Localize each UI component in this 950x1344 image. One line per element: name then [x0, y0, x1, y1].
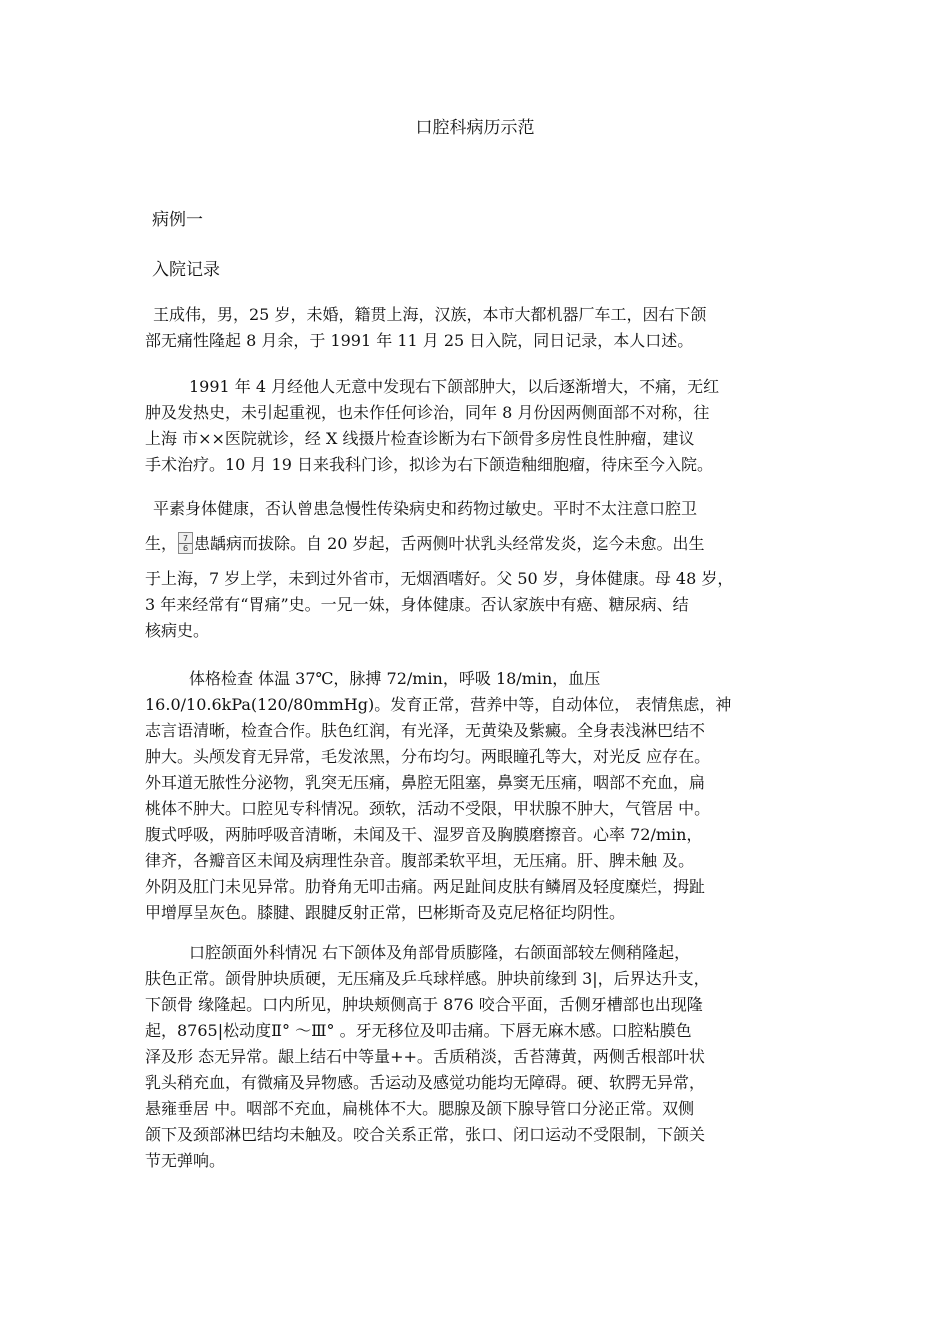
text-line: 律齐，各瓣音区未闻及病理性杂音。腹部柔软平坦，无压痛。肝、脾未触 及。	[145, 851, 695, 870]
text-line: 肿及发热史，未引起重视，也未作任何诊治，同年 8 月份因两侧面部不对称，往	[145, 403, 710, 422]
text-line: 志言语清晰，检查合作。肤色红润，有光泽，无黄染及紫癜。全身表浅淋巴结不	[145, 721, 706, 740]
text-line: 口腔颌面外科情况 右下颌体及角部骨质膨隆，右颌面部较左侧稍隆起，	[189, 943, 691, 962]
text-line: 甲增厚呈灰色。膝腱、跟腱反射正常，巴彬斯奇及克尼格征均阴性。	[145, 903, 626, 922]
text-line: 手术治疗。10 月 19 日来我科门诊，拟诊为右下颌造釉细胞瘤，待床至今入院。	[145, 455, 713, 474]
text-line: 节无弹响。	[145, 1151, 226, 1170]
text-line: 体格检查 体温 37℃，脉搏 72/min，呼吸 18/min，血压	[189, 669, 601, 688]
text-line: 于上海，7 岁上学，未到过外省市，无烟酒嗜好。父 50 岁，身体健康。母 48 岁，	[145, 569, 734, 588]
text-line: 腹式呼吸，两肺呼吸音清晰，未闻及干、湿罗音及胸膜磨擦音。心率 72/min，	[145, 825, 703, 844]
text-line: 外耳道无脓性分泌物，乳突无压痛，鼻腔无阻塞，鼻窦无压痛，咽部不充血，扁	[145, 773, 706, 792]
text-line: 下颌骨 缘隆起。口内所见，肿块颊侧高于 876 咬合平面，舌侧牙槽部也出现隆	[145, 995, 703, 1014]
text-line: 1991 年 4 月经他人无意中发现右下颌部肿大，以后逐渐增大，不痛，无红	[189, 377, 720, 396]
text-segment: 生，	[145, 534, 178, 553]
text-line: 王成伟，男，25 岁，未婚，籍贯上海，汉族，本市大都机器厂车工，因右下颌	[153, 305, 707, 324]
text-line: 肿大。头颅发育无异常，毛发浓黑，分布均匀。两眼瞳孔等大，对光反 应存在。	[145, 747, 711, 766]
tooth-number-bottom: 6	[179, 543, 192, 553]
patient-info-paragraph	[145, 302, 805, 354]
text-line: 外阴及肛门未见异常。肋脊角无叩击痛。两足趾间皮肤有鳞屑及轻度糜烂，拇趾	[145, 877, 706, 896]
text-line	[145, 522, 805, 562]
text-line: 起，8765|松动度Ⅱ° ～Ⅲ° 。牙无移位及叩击痛。下唇无麻木感。口腔粘膜色	[145, 1021, 692, 1040]
physical-exam-paragraph	[145, 666, 805, 926]
text-line: 16.0/10.6kPa(120/80mmHg)。发育正常，营养中等，自动体位， 表情焦虑，神	[145, 695, 732, 714]
text-line: 上海 市××医院就诊，经 X 线摄片检查诊断为右下颌骨多房性良性肿瘤，建议	[145, 429, 695, 448]
text-line: 颌下及颈部淋巴结均未触及。咬合关系正常，张口、闭口运动不受限制，下颌关	[145, 1125, 706, 1144]
text-line: 核病史。	[145, 621, 210, 640]
text-line: 悬雍垂居 中。咽部不充血，扁桃体不大。腮腺及颌下腺导管口分泌正常。双侧	[145, 1099, 695, 1118]
tooth-number-top: 7	[182, 534, 189, 543]
oral-surgery-paragraph	[145, 940, 805, 1174]
text-line: 乳头稍充血，有微痛及异物感。舌运动及感觉功能均无障碍。硬、软腭无异常，	[145, 1073, 706, 1092]
past-history-paragraph	[145, 496, 805, 644]
case-label: 病例一	[152, 210, 203, 230]
text-line: 平素身体健康，否认曾患急慢性传染病史和药物过敏史。平时不太注意口腔卫	[153, 499, 698, 518]
record-label: 入院记录	[152, 260, 220, 280]
text-line: 肤色正常。颌骨肿块质硬，无压痛及乒乓球样感。肿块前缘到 3|，后界达升支，	[145, 969, 710, 988]
text-line: 桃体不肿大。口腔见专科情况。颈软，活动不受限，甲状腺不肿大，气管居 中。	[145, 799, 711, 818]
tooth-position-icon	[178, 532, 193, 554]
text-line: 部无痛性隆起 8 月余，于 1991 年 11 月 25 日入院，同日记录，本人口述。	[145, 331, 694, 350]
text-line: 泽及形 态无异常。龈上结石中等量++。舌质稍淡，舌苔薄黄，两侧舌根部叶状	[145, 1047, 705, 1066]
text-segment: 患龋病而拔除。自 20 岁起，舌两侧叶状乳头经常发炎，迄今未愈。出生	[194, 534, 705, 553]
text-line: 3 年来经常有“胃痛”史。一兄一妹，身体健康。否认家族中有癌、糖尿病、结	[145, 595, 689, 614]
present-illness-paragraph	[145, 374, 805, 478]
document-title: 口腔科病历示范	[415, 118, 535, 138]
